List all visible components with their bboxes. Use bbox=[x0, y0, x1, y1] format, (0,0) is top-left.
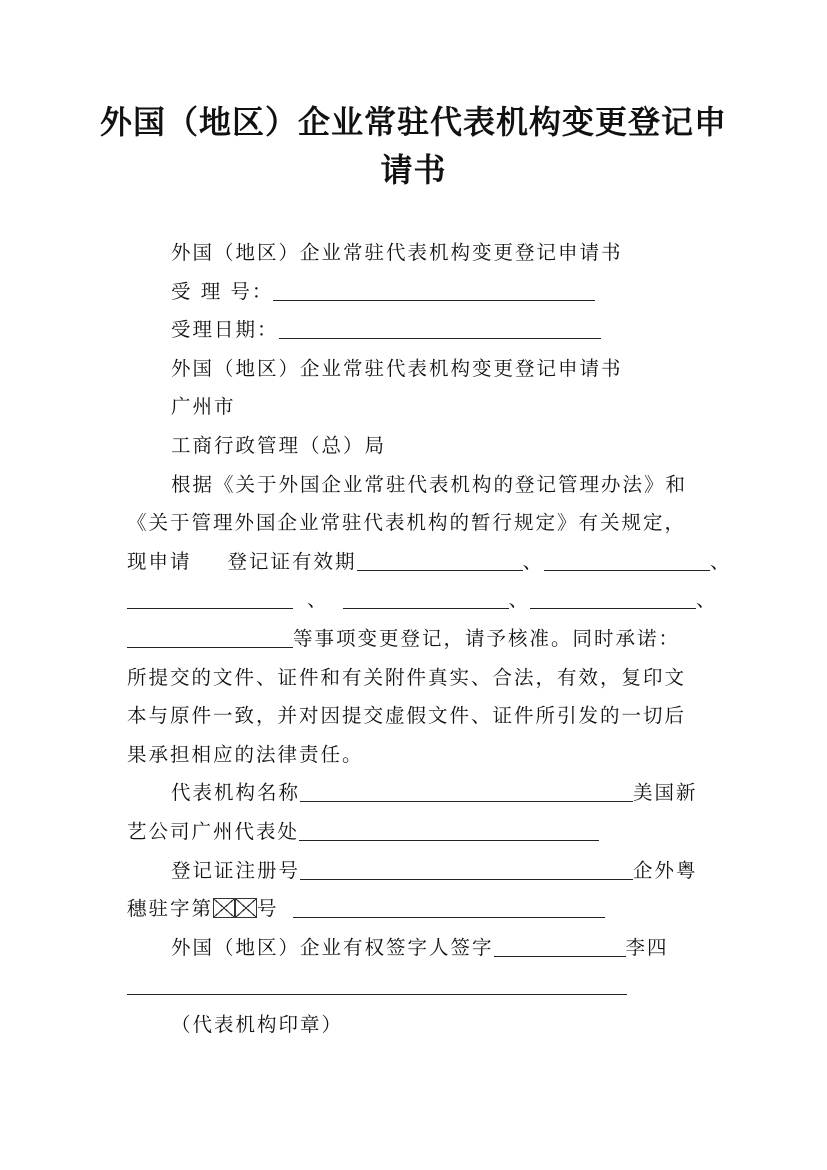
cross-mark-box bbox=[213, 898, 235, 918]
para1-line-4 bbox=[127, 581, 718, 620]
cross-mark-box bbox=[235, 898, 257, 918]
change-field-1[interactable] bbox=[357, 550, 523, 571]
reg-no-value-b2: 号 bbox=[257, 897, 279, 921]
signatory-row-2 bbox=[127, 967, 703, 1006]
org-name-field[interactable] bbox=[300, 782, 633, 803]
change-field-5[interactable] bbox=[530, 589, 696, 610]
signature-line[interactable] bbox=[127, 975, 627, 996]
reg-no-value-b1: 穗驻字第 bbox=[127, 897, 214, 921]
change-field-2[interactable] bbox=[544, 550, 710, 571]
acceptance-date-label: 受理日期： bbox=[171, 318, 279, 342]
org-name-row bbox=[127, 774, 703, 813]
apply-text: 现申请 bbox=[127, 549, 192, 573]
change-field-4[interactable] bbox=[343, 589, 509, 610]
separator: 、 bbox=[508, 588, 531, 612]
reg-no-row-2 bbox=[127, 890, 703, 929]
title-line-1: 外国（地区）企业常驻代表机构变更登记申 bbox=[100, 103, 728, 141]
document-body bbox=[127, 234, 732, 1044]
acceptance-no-field[interactable] bbox=[273, 280, 595, 301]
org-name-label: 代表机构名称 bbox=[171, 781, 301, 805]
para1-line-8: 果承担相应的法律责任。 bbox=[127, 742, 364, 766]
city-text: 广州市 bbox=[171, 395, 236, 419]
separator: 、 bbox=[522, 549, 545, 573]
heading-1: 外国（地区）企业常驻代表机构变更登记申请书 bbox=[171, 241, 623, 264]
change-item-text: 登记证有效期 bbox=[227, 549, 357, 573]
org-name-row-2 bbox=[127, 813, 703, 852]
title-line-2: 请书 bbox=[380, 151, 447, 189]
change-field-3[interactable] bbox=[127, 589, 293, 610]
para1-line-1: 根据《关于外国企业常驻代表机构的登记管理办法》和 bbox=[171, 472, 688, 496]
org-name-value-a: 美国新 bbox=[633, 781, 698, 805]
document-title bbox=[100, 98, 727, 194]
change-field-6[interactable] bbox=[127, 627, 293, 648]
reg-no-value-a: 企外粤 bbox=[633, 858, 698, 882]
para1-tail: 等事项变更登记，请予核准。同时承诺： bbox=[293, 626, 681, 650]
acceptance-no-row bbox=[127, 273, 703, 312]
signatory-row bbox=[127, 929, 703, 968]
para1-line-6: 所提交的文件、证件和有关附件真实、合法，有效，复印文 bbox=[127, 665, 687, 689]
reg-no-label: 登记证注册号 bbox=[171, 858, 301, 882]
acceptance-date-row bbox=[127, 311, 703, 350]
reg-no-field[interactable] bbox=[300, 859, 633, 880]
separator: 、 bbox=[696, 588, 718, 612]
para1-line-3 bbox=[127, 543, 732, 582]
seal-text: （代表机构印章） bbox=[171, 1012, 344, 1036]
signatory-label: 外国（地区）企业有权签字人签字 bbox=[171, 935, 494, 959]
bureau-text: 工商行政管理（总）局 bbox=[171, 433, 387, 457]
acceptance-date-field[interactable] bbox=[279, 319, 601, 340]
heading-2: 外国（地区）企业常驻代表机构变更登记申请书 bbox=[171, 356, 623, 380]
signatory-field[interactable] bbox=[494, 936, 626, 957]
signatory-value: 李四 bbox=[625, 935, 669, 959]
acceptance-no-label: 受 理 号： bbox=[171, 279, 274, 303]
separator: 、 bbox=[710, 549, 732, 573]
reg-no-field-2[interactable] bbox=[293, 898, 605, 919]
org-name-field-2[interactable] bbox=[299, 820, 599, 841]
para1-line-7: 本与原件一致，并对因提交虚假文件、证件所引发的一切后 bbox=[127, 704, 687, 728]
org-name-value-b: 艺公司广州代表处 bbox=[127, 819, 300, 843]
para1-line-5-row bbox=[127, 620, 703, 659]
separator: 、 bbox=[307, 588, 329, 612]
para1-line-2: 《关于管理外国企业常驻代表机构的暂行规定》有关规定， bbox=[127, 511, 687, 535]
reg-no-row bbox=[127, 852, 703, 891]
